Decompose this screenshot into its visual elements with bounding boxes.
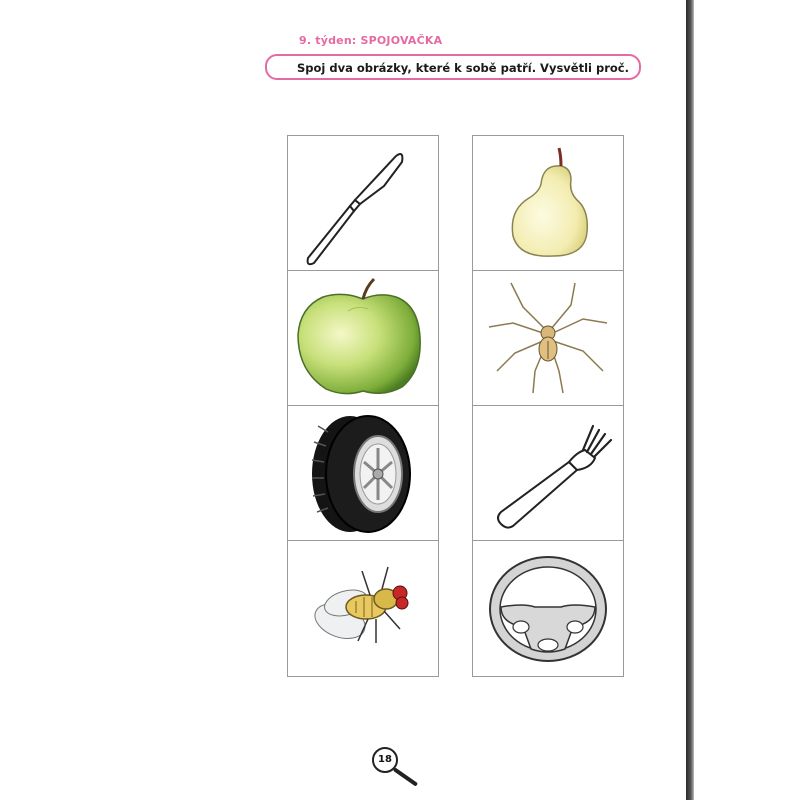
picture-cell-fork[interactable] [473,406,623,541]
fork-icon [473,406,623,541]
page-number-badge [372,747,398,773]
picture-cell-spider[interactable] [473,271,623,406]
pear-icon [473,136,623,271]
picture-cell-apple[interactable] [288,271,438,406]
week-title: 9. týden: SPOJOVAČKA [299,34,443,47]
fly-icon [288,541,438,676]
steering-wheel-icon [473,541,623,676]
spider-icon [473,271,623,406]
page-margin [694,0,800,800]
picture-cell-fly[interactable] [288,541,438,676]
picture-cell-tire[interactable] [288,406,438,541]
knife-icon [288,136,438,271]
page-edge [686,0,694,800]
tire-icon [288,406,438,541]
magnifier-handle [393,767,418,786]
picture-cell-pear[interactable] [473,136,623,271]
left-picture-column [287,135,439,677]
right-picture-column [472,135,624,677]
apple-icon [288,271,438,406]
instruction-text: Spoj dva obrázky, které k sobě patří. Vysvětli proč. [297,61,629,75]
picture-cell-steering-wheel[interactable] [473,541,623,676]
picture-cell-knife[interactable] [288,136,438,271]
page-number: 18 [378,754,392,765]
